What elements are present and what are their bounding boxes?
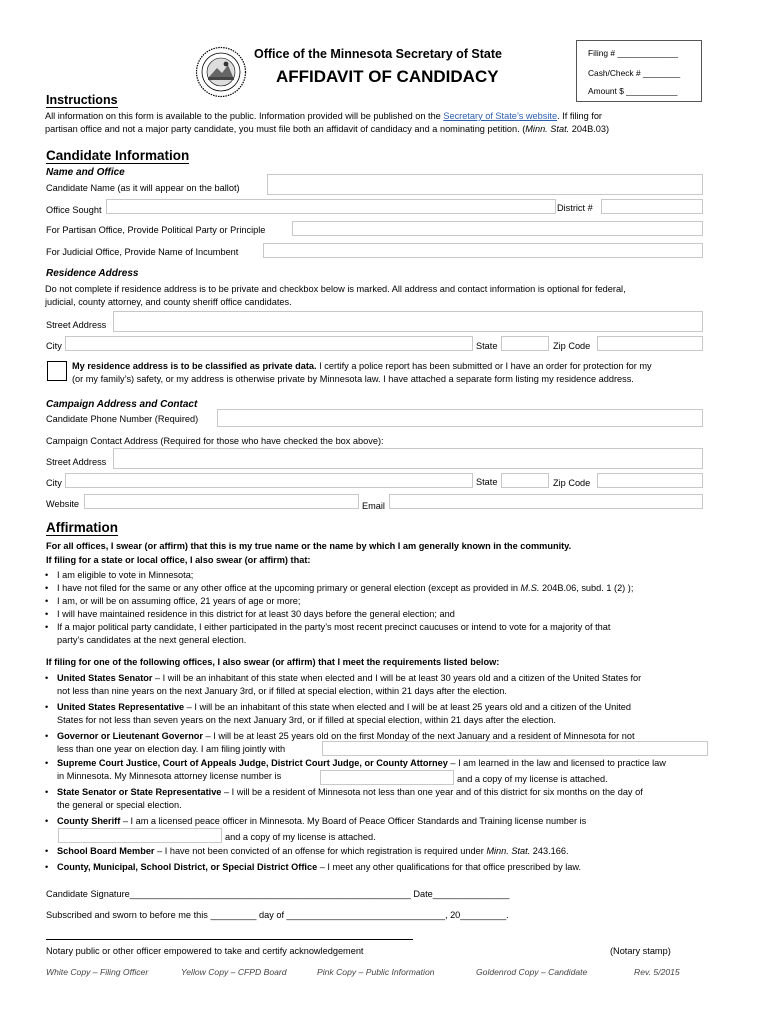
campaign-city-field[interactable] <box>65 473 473 488</box>
website-field[interactable] <box>84 494 359 509</box>
list-item: • If a major political party candidate, I either participated in the party’s most recent precinct caucuses or intend to vote for a majority of that party’s candidates at the next general election. <box>43 621 733 647</box>
campaign-state-field[interactable] <box>501 473 549 488</box>
office-sought-label: Office Sought <box>46 205 102 215</box>
street-address-label: Street Address <box>46 320 107 330</box>
private-address-checkbox[interactable] <box>47 361 67 381</box>
footer-white-copy: White Copy – Filing Officer <box>46 967 149 977</box>
footer-revision: Rev. 5/2015 <box>634 967 680 977</box>
office-heading: Office of the Minnesota Secretary of State <box>254 47 502 61</box>
campaign-zip-label: Zip Code <box>553 478 591 488</box>
footer-yellow-copy: Yellow Copy – CFPD Board <box>181 967 287 977</box>
affirmation-heading: Affirmation <box>46 520 118 535</box>
subscribed-sworn-line[interactable]: Subscribed and sworn to before me this _________ day of _______________________________, 20_________. <box>46 910 509 920</box>
footer-goldenrod-copy: Goldenrod Copy – Candidate <box>476 967 588 977</box>
city-label: City <box>46 341 62 351</box>
office-sought-field[interactable] <box>106 199 556 214</box>
state-label: State <box>476 341 498 351</box>
list-item: • County Sheriff – I am a licensed peace officer in Minnesota. My Board of Peace Officer Standards and Training license number is <box>43 815 733 828</box>
street-address-field[interactable] <box>113 311 703 332</box>
phone-field[interactable] <box>217 409 703 427</box>
political-party-field[interactable] <box>292 221 703 236</box>
campaign-street-label: Street Address <box>46 457 107 467</box>
campaign-city-label: City <box>46 478 62 488</box>
list-item: • School Board Member – I have not been convicted of an offense for which registration is required under Minn. Stat. 243.166. <box>43 845 733 858</box>
attorney-license-field[interactable] <box>320 770 454 785</box>
email-label: Email <box>362 501 385 511</box>
website-label: Website <box>46 499 80 509</box>
list-item: • I am, or will be on assuming office, 21 years of age or more; <box>43 595 733 608</box>
notary-stamp-label: (Notary stamp) <box>610 946 671 956</box>
notary-label: Notary public or other officer empowered to take and certify acknowledgement <box>46 946 364 956</box>
candidate-name-label: Candidate Name (as it will appear on the ballot) <box>46 183 240 193</box>
specific-offices-oath: If filing for one of the following offices, I also swear (or affirm) that I meet the requirements listed below: <box>46 657 500 667</box>
list-item: • United States Senator – I will be an inhabitant of this state when elected and I will be at least 30 years old and a citizen of the United States for not less than nine years on the next January 3rd, or if filled at special election, within 21 days after the election. <box>43 672 733 698</box>
office-use-box <box>576 40 702 102</box>
state-seal-logo <box>195 46 247 98</box>
page-title: AFFIDAVIT OF CANDIDACY <box>276 67 499 86</box>
list-item: • United States Representative – I will be an inhabitant of this state when elected and I will be at least 25 years old and a citizen of the United States for not less than seven years on the next January 3rd, or if filled at special election, within 21 days after the election. <box>43 701 733 727</box>
district-label: District # <box>557 203 593 213</box>
list-item: • I have not filed for the same or any other office at the upcoming primary or general election (except as provided in M.S. 204B.06, subd. 1 (2) ); <box>43 582 733 595</box>
peace-officer-license-attached: and a copy of my license is attached. <box>225 832 376 842</box>
residence-note: Do not complete if residence address is to be private and checkbox below is marked. All address and contact information is optional for federal, judicial, county attorney, and county sheriff office candidates. <box>45 284 626 307</box>
footer-pink-copy: Pink Copy – Public Information <box>317 967 435 977</box>
sos-website-link[interactable]: Secretary of State’s website <box>443 111 558 121</box>
state-local-oath: If filing for a state or local office, I also swear (or affirm) that: <box>46 555 311 565</box>
incumbent-label: For Judicial Office, Provide Name of Incumbent <box>46 247 239 257</box>
campaign-state-label: State <box>476 477 498 487</box>
list-item: • Governor or Lieutenant Governor – I will be at least 25 years old on the first Monday of the next January and a resident of Minnesota for not less than one year on election day. I am filing jointly with <box>43 730 733 756</box>
cash-check-label: Cash/Check # ________ <box>588 68 681 78</box>
all-offices-oath: For all offices, I swear (or affirm) that this is my true name or the name by which I am generally known in the community. <box>46 541 572 551</box>
political-party-label: For Partisan Office, Provide Political Party or Principle <box>46 225 266 235</box>
zip-code-field[interactable] <box>597 336 703 351</box>
list-item: • Supreme Court Justice, Court of Appeals Judge, District Court Judge, or County Attorney – I am learned in the law and licensed to practice law in Minnesota. My Minnesota attorney license number is <box>43 757 733 783</box>
state-local-requirements <box>43 569 733 647</box>
candidate-name-field[interactable] <box>267 174 703 195</box>
email-field[interactable] <box>389 494 703 509</box>
campaign-contact-label: Campaign Contact Address (Required for those who have checked the box above): <box>46 436 384 446</box>
campaign-zip-field[interactable] <box>597 473 703 488</box>
list-item: • I will have maintained residence in this district for at least 30 days before the general election; and <box>43 608 733 621</box>
campaign-street-field[interactable] <box>113 448 703 469</box>
office-requirements-3 <box>43 786 733 828</box>
filing-number-label: Filing # _____________ <box>588 48 678 58</box>
peace-officer-license-field[interactable] <box>58 828 222 843</box>
district-field[interactable] <box>601 199 703 214</box>
name-and-office-heading: Name and Office <box>46 167 125 178</box>
phone-label: Candidate Phone Number (Required) <box>46 414 199 424</box>
incumbent-field[interactable] <box>263 243 703 258</box>
city-field[interactable] <box>65 336 473 351</box>
list-item: • County, Municipal, School District, or Special District Office – I meet any other qualifications for that office prescribed by law. <box>43 861 733 874</box>
private-address-text: My residence address is to be classified as private data. I certify a police report has been submitted or I have an order for protection for my (or my family’s) safety, or my address is otherwise private by Minnesota law. I have attached a separate form listing my residence address. <box>72 361 652 384</box>
state-field[interactable] <box>501 336 549 351</box>
list-item: • State Senator or State Representative – I will be a resident of Minnesota not less than one year and of this district for six months on the day of the general or special election. <box>43 786 733 812</box>
running-mate-field[interactable] <box>322 741 708 756</box>
notary-signature-rule <box>46 939 413 940</box>
instructions-text: All information on this form is available to the public. Information provided will be published on the Secretary of State’s website. If filing for partisan office and not a major party candidate, you must file both an affidavit of candidacy and a nominating petition. (Minn. Stat. 204B.03) <box>45 111 610 134</box>
instructions-heading: Instructions <box>46 93 118 107</box>
amount-label: Amount $ ___________ <box>588 86 678 96</box>
attorney-license-attached: and a copy of my license is attached. <box>457 774 608 784</box>
office-requirements-4 <box>43 845 733 874</box>
candidate-information-heading: Candidate Information <box>46 148 190 163</box>
candidate-signature-line[interactable]: Candidate Signature_______________________________________________________ Date_______________ <box>46 889 510 899</box>
campaign-address-heading: Campaign Address and Contact <box>46 399 198 410</box>
list-item: • I am eligible to vote in Minnesota; <box>43 569 733 582</box>
residence-address-heading: Residence Address <box>46 268 139 279</box>
zip-code-label: Zip Code <box>553 341 591 351</box>
